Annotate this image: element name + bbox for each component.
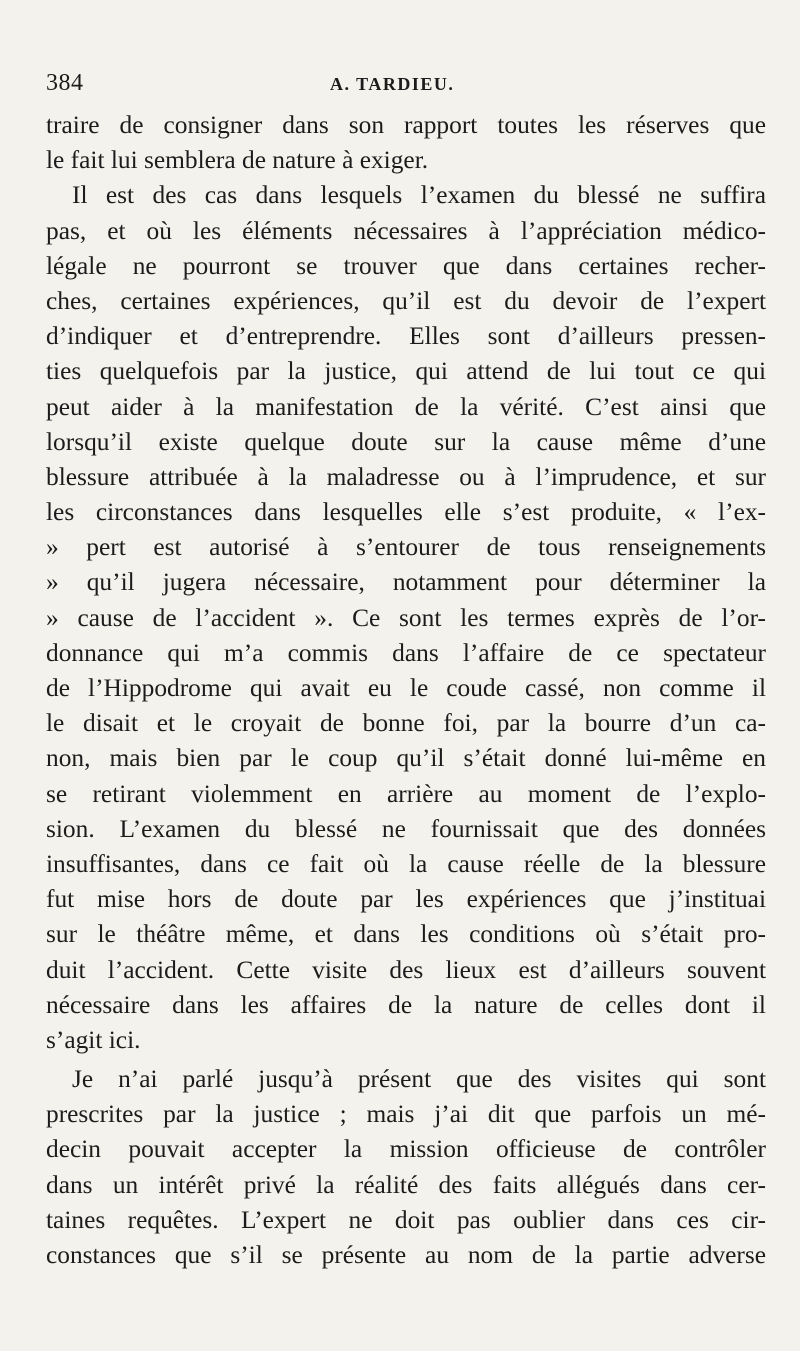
text-line: insuffisantes, dans ce fait où la cause réelle de la blessure — [46, 849, 766, 878]
text-line: traire de consigner dans son rapport toutes les réserves que — [46, 111, 766, 139]
text-line: taines requêtes. L’expert ne doit pas oublier dans ces cir- — [46, 1205, 766, 1234]
text-line: » qu’il jugera nécessaire, notamment pour déterminer la — [46, 568, 766, 597]
text-line: le fait lui semblera de nature à exiger. — [46, 146, 429, 175]
running-title: A. TARDIEU. — [330, 74, 455, 94]
text-line: » cause de l’accident ». Ce sont les termes exprès de l’or- — [46, 603, 766, 632]
paragraph-2 — [46, 178, 766, 1058]
text-line: légale ne pourront se trouver que dans certaines recher- — [46, 251, 766, 280]
text-line: ties quelquefois par la justice, qui attend de lui tout ce qui — [46, 357, 766, 386]
text-line: nécessaire dans les affaires de la nature de celles dont il — [46, 990, 766, 1019]
text-line: » pert est autorisé à s’entourer de tous renseignements — [46, 533, 766, 562]
text-line: pas, et où les éléments nécessaires à l’appréciation médico- — [46, 216, 766, 245]
text-line: Je n’ai parlé jusqu’à présent que des visites qui sont — [72, 1065, 766, 1094]
paragraph-3 — [46, 1062, 766, 1273]
text-line: les circonstances dans lesquelles elle s’est produite, « l’ex- — [46, 498, 766, 527]
text-line: Il est des cas dans lesquels l’examen du blessé ne suffira — [72, 181, 766, 210]
body-text — [46, 108, 766, 1273]
text-line: constances que s’il se présente au nom de la partie adverse — [46, 1241, 766, 1269]
page-number: 384 — [46, 70, 84, 96]
text-line: dans un intérêt privé la réalité des faits allégués dans cer- — [46, 1170, 766, 1199]
text-line: decin pouvait accepter la mission officieuse de contrôler — [46, 1135, 766, 1164]
text-line: fut mise hors de doute par les expériences que j’instituai — [46, 885, 766, 914]
text-line: donnance qui m’a commis dans l’affaire de ce spectateur — [46, 638, 766, 667]
text-line: sion. L’examen du blessé ne fournissait que des données — [46, 814, 766, 843]
text-line: de l’Hippodrome qui avait eu le coude cassé, non comme il — [46, 674, 766, 702]
text-line: lorsqu’il existe quelque doute sur la cause même d’une — [46, 427, 766, 456]
text-line: non, mais bien par le coup qu’il s’était donné lui-même en — [46, 744, 766, 773]
paragraph-1 — [46, 108, 766, 178]
text-line: sur le théâtre même, et dans les conditions où s’était pro- — [46, 920, 766, 949]
text-line: se retirant violemment en arrière au moment de l’explo- — [46, 779, 766, 808]
text-line: ches, certaines expériences, qu’il est du devoir de l’expert — [46, 286, 766, 315]
text-line: s’agit ici. — [46, 1025, 141, 1054]
text-line: peut aider à la manifestation de la vérité. C’est ainsi que — [46, 392, 766, 421]
text-line: duit l’accident. Cette visite des lieux est d’ailleurs souvent — [46, 955, 766, 984]
text-line: d’indiquer et d’entreprendre. Elles sont d’ailleurs pressen- — [46, 322, 766, 351]
text-line: prescrites par la justice ; mais j’ai dit que parfois un mé- — [46, 1100, 766, 1129]
text-line: le disait et le croyait de bonne foi, par la bourre d’un ca- — [46, 709, 766, 738]
text-line: blessure attribuée à la maladresse ou à l’imprudence, et sur — [46, 462, 766, 491]
running-head — [46, 64, 766, 108]
